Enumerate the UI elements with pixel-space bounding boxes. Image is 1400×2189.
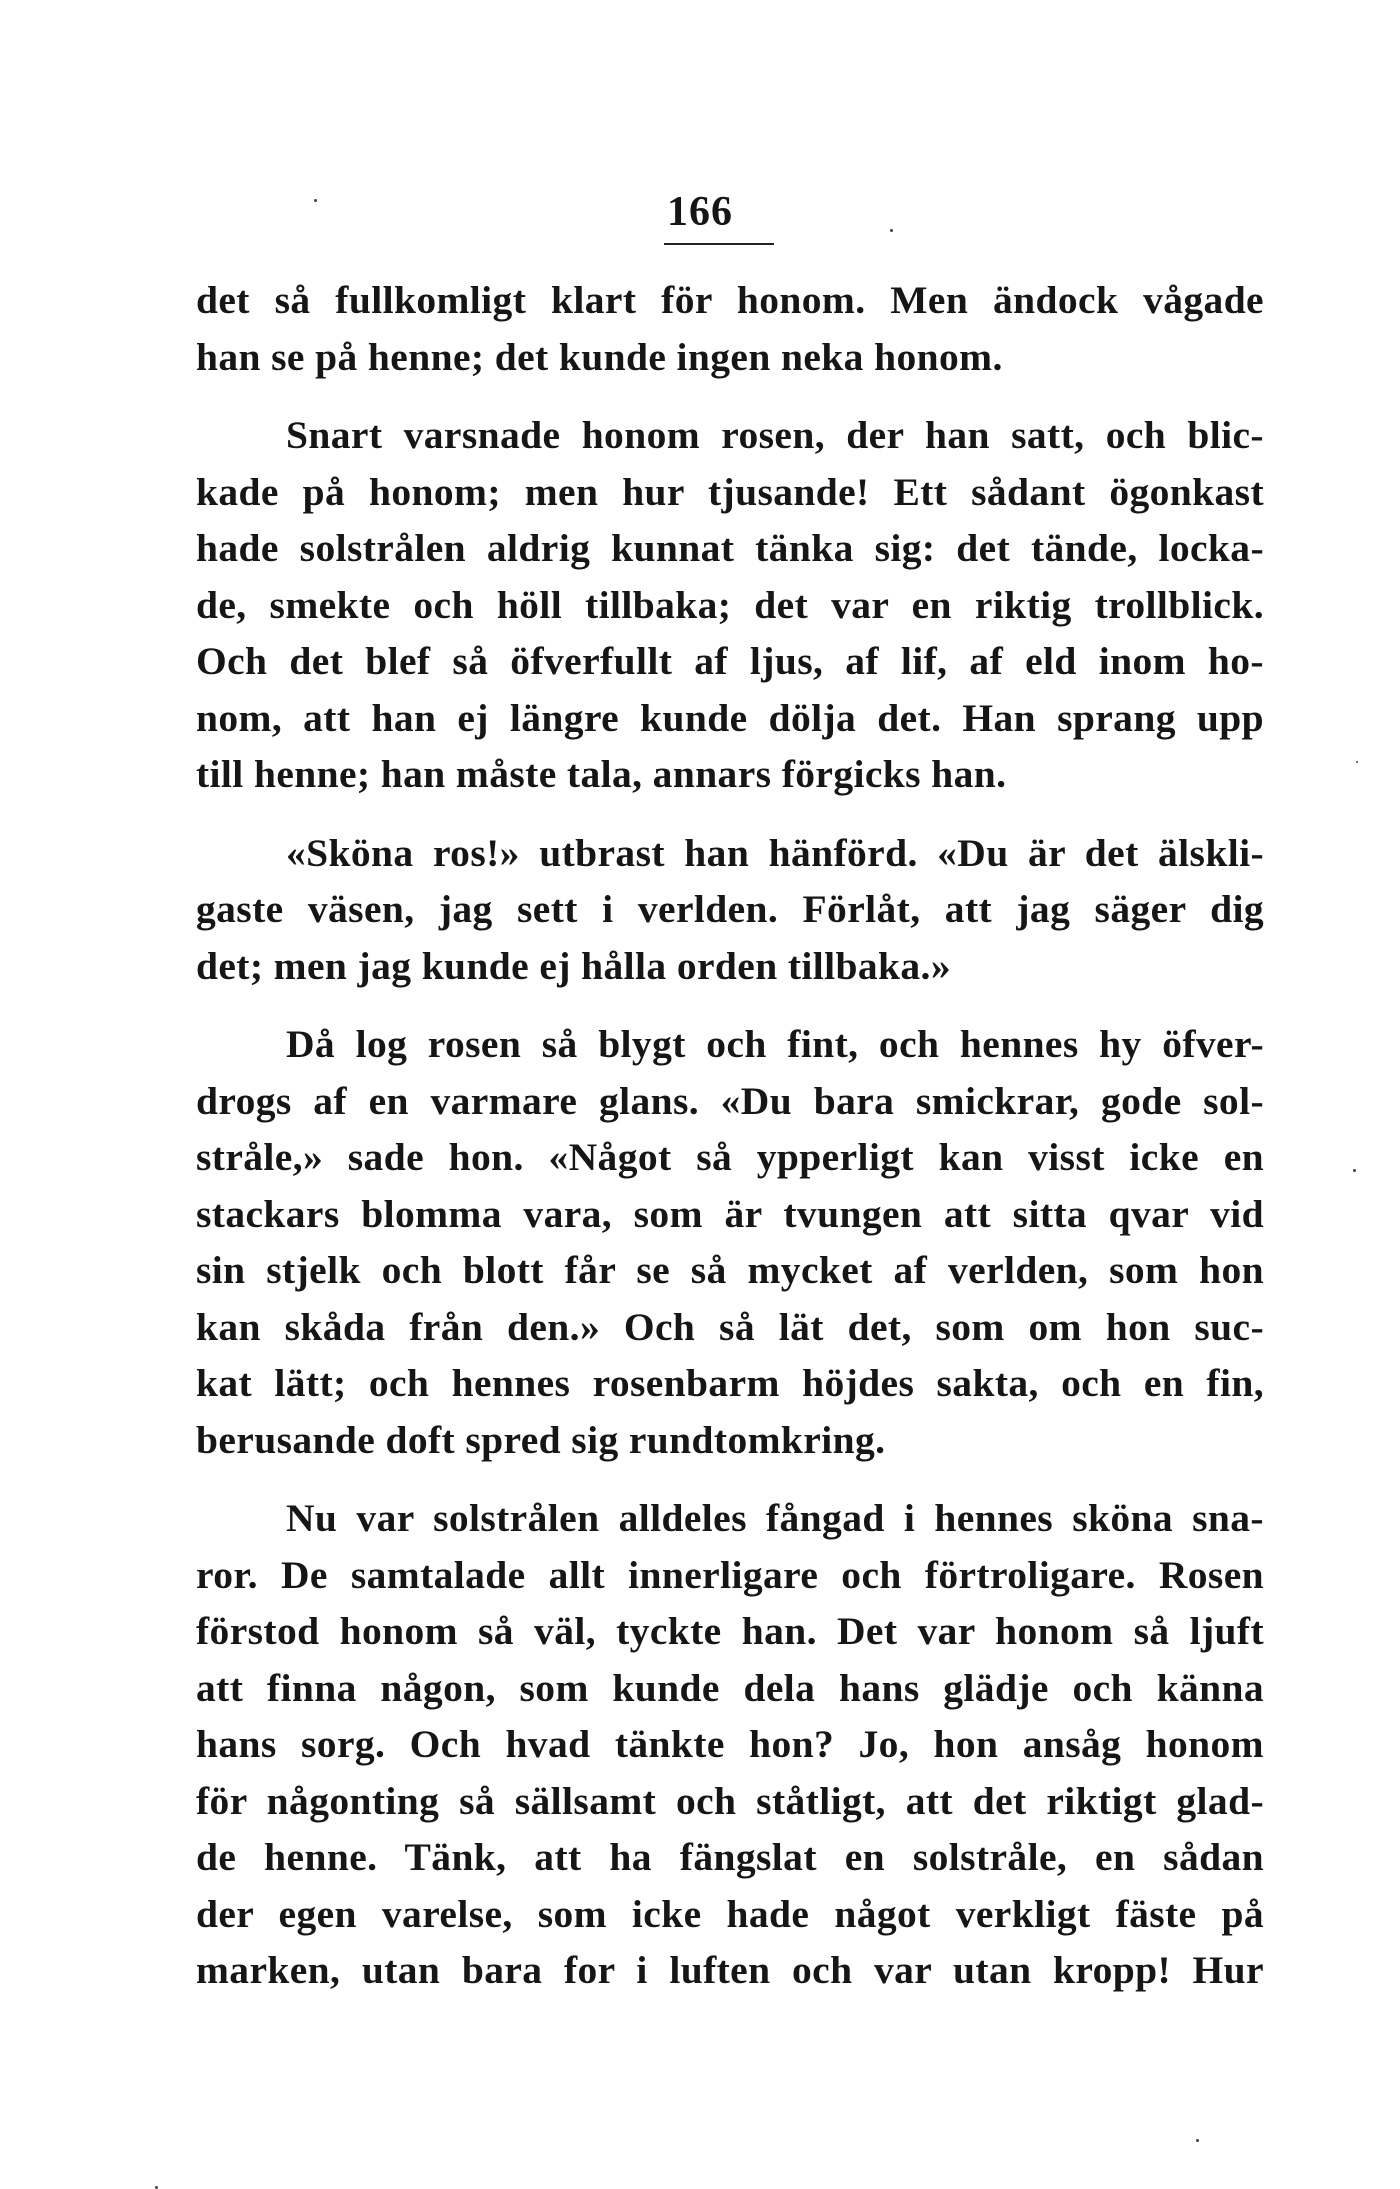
text-line: de, smekte och höll tillbaka; det var en riktig trollblick. [196,582,1264,627]
text-line: kade på honom; men hur tjusande! Ett sådant ögonkast [196,469,1264,514]
text-line: kat lätt; och hennes rosenbarm höjdes sakta, och en fin, [196,1361,1264,1405]
text-line: der egen varelse, som icke hade något verkligt fäste på [196,1891,1264,1936]
text-line: Snart varsnade honom rosen, der han satt, och blic- [286,413,1264,457]
text-line: ror. De samtalade allt innerligare och förtroligare. Rosen [196,1552,1264,1597]
text-line: marken, utan bara for i luften och var utan kropp! Hur [196,1948,1264,1992]
ink-speck [314,199,317,202]
text-line: hade solstrålen aldrig kunnat tänka sig: det tände, locka- [196,526,1264,570]
text-line: förstod honom så väl, tyckte han. Det var honom så ljuft [196,1609,1264,1653]
text-line: nom, att han ej längre kunde dölja det. Han sprang upp [196,695,1264,740]
text-line: «Sköna ros!» utbrast han hänförd. «Du är det älskli- [286,830,1264,875]
paragraph [196,1016,1264,1468]
ink-speck [1356,761,1358,763]
paragraph [196,407,1264,803]
text-line: kan skåda från den.» Och så lät det, som om hon suc- [196,1304,1264,1349]
text-line: stråle,» sade hon. «Något så ypperligt kan visst icke en [196,1135,1264,1179]
text-line: det så fullkomligt klart för honom. Men ändock vågade [196,278,1264,322]
text-line: han se på henne; det kunde ingen neka honom. [196,334,1003,379]
paragraph [196,825,1264,995]
text-line: stackars blomma vara, som är tvungen att sitta qvar vid [196,1191,1264,1236]
text-line: det; men jag kunde ej hålla orden tillbaka.» [196,943,951,988]
text-line: till henne; han måste tala, annars förgicks han. [196,752,1007,796]
body-text [196,272,1264,1999]
text-line: gaste väsen, jag sett i verlden. Förlåt, att jag säger dig [196,887,1264,931]
text-line: sin stjelk och blott får se så mycket af verlden, som hon [196,1248,1264,1292]
text-line: att finna någon, som kunde dela hans glädje och känna [196,1665,1264,1710]
text-line: drogs af en varmare glans. «Du bara smickrar, gode sol- [196,1078,1264,1123]
paragraph [196,1490,1264,1999]
text-line: hans sorg. Och hvad tänkte hon? Jo, hon ansåg honom [196,1722,1264,1766]
text-line: Nu var solstrålen alldeles fångad i hennes sköna sna- [286,1496,1264,1540]
page-number-underline [664,243,774,245]
page-number: 166 [667,189,733,235]
ink-speck [1353,1169,1356,1172]
text-line: Och det blef så öfverfullt af ljus, af lif, af eld inom ho- [196,639,1264,683]
text-line: Då log rosen så blygt och fint, och hennes hy öfver- [286,1022,1264,1066]
text-line: för någonting så sällsamt och ståtligt, att det riktigt glad- [196,1778,1264,1823]
ink-speck [890,229,893,232]
text-line: de henne. Tänk, att ha fängslat en solstråle, en sådan [196,1835,1264,1879]
text-line: berusande doft spred sig rundtomkring. [196,1417,886,1462]
ink-speck [1196,2139,1199,2142]
paragraph [196,272,1264,385]
